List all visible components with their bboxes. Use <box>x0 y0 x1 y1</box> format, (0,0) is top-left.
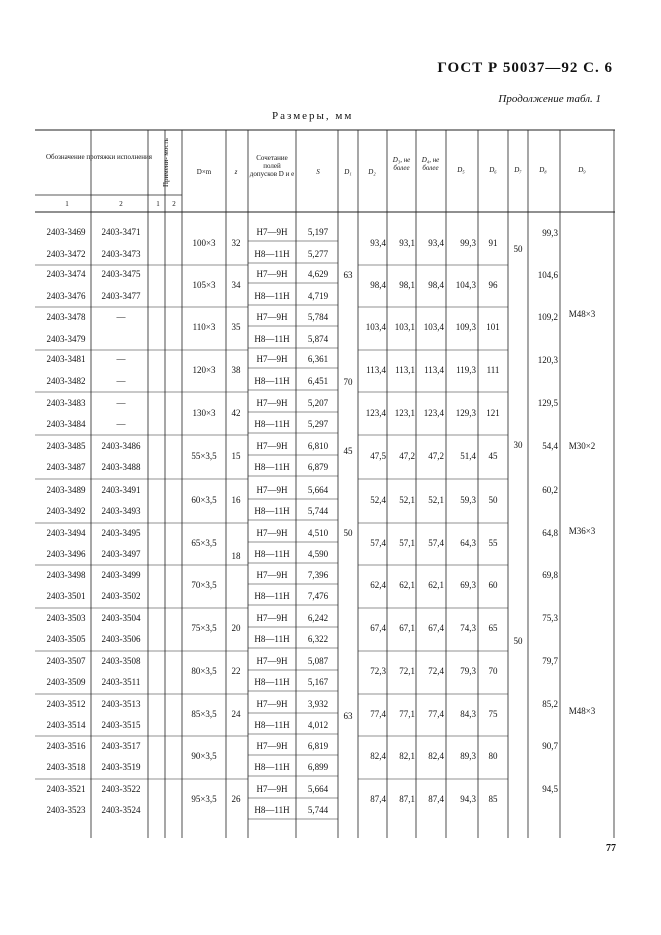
d3-value: 93,1 <box>399 238 415 248</box>
d-by-m: 75×3,5 <box>191 623 217 633</box>
standard-header: ГОСТ Р 50037—92 С. 6 <box>437 60 613 76</box>
s-value: 5,087 <box>307 656 329 666</box>
designation-1: 2403-3498 <box>46 570 86 580</box>
d3-value: 113,1 <box>395 365 415 375</box>
d-by-m: 95×3,5 <box>191 794 217 804</box>
d9-thread: M36×3 <box>568 526 596 536</box>
d-by-m: 80×3,5 <box>191 666 217 676</box>
designation-2: 2403-3486 <box>101 441 141 451</box>
designation-1: 2403-3472 <box>46 249 86 259</box>
s-value: 4,719 <box>307 291 329 301</box>
d5-value: 69,3 <box>460 580 476 590</box>
s-value: 6,879 <box>307 462 329 472</box>
z-value: 22 <box>231 666 241 676</box>
d3-value: 103,1 <box>394 322 415 332</box>
tolerance-fit: H8—11H <box>254 506 290 516</box>
d5-value: 129,3 <box>455 408 476 418</box>
page-number: 77 <box>606 843 616 854</box>
designation-1: 2403-3489 <box>46 485 86 495</box>
col-header-d5: D₅ <box>457 166 465 174</box>
col-header-d3: D₃, не более <box>392 156 411 172</box>
d6-value: 45 <box>488 451 498 461</box>
col-header-d7: D₇ <box>514 166 522 174</box>
d5-value: 94,3 <box>460 794 476 804</box>
tolerance-fit: H8—11H <box>254 249 290 259</box>
d5-value: 59,3 <box>460 495 476 505</box>
d8-value: 85,2 <box>542 699 558 709</box>
tolerance-fit: H7—9H <box>256 741 288 751</box>
d2-value: 93,4 <box>370 238 386 248</box>
tolerance-fit: H7—9H <box>256 784 288 794</box>
d1-value: 70 <box>343 377 353 387</box>
d4-value: 72,4 <box>428 666 444 676</box>
d2-value: 62,4 <box>370 580 386 590</box>
d5-value: 104,3 <box>455 280 476 290</box>
d7-value: 30 <box>513 440 523 450</box>
s-value: 6,899 <box>307 762 329 772</box>
col-header-applicability: Примени- мость <box>162 138 170 187</box>
designation-2: 2403-3477 <box>101 291 141 301</box>
d4-value: 67,4 <box>428 623 444 633</box>
d-by-m: 90×3,5 <box>191 751 217 761</box>
designation-2: 2403-3511 <box>101 677 141 687</box>
d8-value: 90,7 <box>542 741 558 751</box>
designation-2: 2403-3475 <box>101 269 141 279</box>
designation-1: 2403-3509 <box>46 677 86 687</box>
z-value: 26 <box>231 794 241 804</box>
tolerance-fit: H8—11H <box>254 419 290 429</box>
d-by-m: 110×3 <box>192 322 216 332</box>
d8-value: 64,8 <box>542 528 558 538</box>
s-value: 5,277 <box>307 249 329 259</box>
d4-value: 113,4 <box>424 365 444 375</box>
s-value: 4,629 <box>307 269 329 279</box>
col-header-d2: D₂ <box>368 168 376 176</box>
d8-value: 99,3 <box>542 228 558 238</box>
col-header-d6: D₆ <box>489 166 497 174</box>
s-value: 5,167 <box>307 677 329 687</box>
s-value: 6,810 <box>307 441 329 451</box>
z-value: 32 <box>231 238 241 248</box>
z-value: 42 <box>231 408 241 418</box>
z-value: 38 <box>231 365 241 375</box>
d5-value: 84,3 <box>460 709 476 719</box>
d3-value: 72,1 <box>399 666 415 676</box>
designation-1: 2403-3482 <box>46 376 86 386</box>
z-value: 34 <box>231 280 241 290</box>
tolerance-fit: H8—11H <box>254 462 290 472</box>
d6-value: 91 <box>488 238 498 248</box>
designation-2: 2403-3519 <box>101 762 141 772</box>
designation-1: 2403-3518 <box>46 762 86 772</box>
d9-thread: M48×3 <box>568 309 596 319</box>
d1-value: 45 <box>343 446 353 456</box>
d-by-m: 65×3,5 <box>191 538 217 548</box>
col-header-z: z <box>234 168 238 176</box>
d8-value: 94,5 <box>542 784 558 794</box>
d3-value: 67,1 <box>399 623 415 633</box>
d2-value: 77,4 <box>370 709 386 719</box>
d5-value: 99,3 <box>460 238 476 248</box>
d4-value: 87,4 <box>428 794 444 804</box>
d3-value: 52,1 <box>399 495 415 505</box>
designation-1: 2403-3476 <box>46 291 86 301</box>
tolerance-fit: H7—9H <box>256 613 288 623</box>
d4-value: 62,1 <box>428 580 444 590</box>
s-value: 5,297 <box>307 419 329 429</box>
tolerance-fit: H7—9H <box>256 485 288 495</box>
tolerance-fit: H7—9H <box>256 227 288 237</box>
s-value: 4,590 <box>307 549 329 559</box>
col-header-s: S <box>316 168 320 176</box>
d6-value: 96 <box>488 280 498 290</box>
designation-2: — <box>116 419 126 429</box>
d-by-m: 130×3 <box>192 408 216 418</box>
designation-1: 2403-3514 <box>46 720 86 730</box>
d8-value: 120,3 <box>537 355 558 365</box>
d1-value: 63 <box>343 711 353 721</box>
d4-value: 82,4 <box>428 751 444 761</box>
d2-value: 123,4 <box>365 408 386 418</box>
s-value: 6,322 <box>307 634 329 644</box>
s-value: 7,396 <box>307 570 329 580</box>
d8-value: 54,4 <box>542 441 558 451</box>
designation-1: 2403-3478 <box>46 312 86 322</box>
tolerance-fit: H8—11H <box>254 376 290 386</box>
tolerance-fit: H8—11H <box>254 334 290 344</box>
d2-value: 98,4 <box>370 280 386 290</box>
d4-value: 123,4 <box>423 408 444 418</box>
d3-value: 47,2 <box>399 451 415 461</box>
tolerance-fit: H7—9H <box>256 312 288 322</box>
s-value: 5,207 <box>307 398 329 408</box>
s-value: 4,012 <box>307 720 329 730</box>
s-value: 5,664 <box>307 485 329 495</box>
designation-1: 2403-3494 <box>46 528 86 538</box>
tolerance-fit: H7—9H <box>256 441 288 451</box>
continuation-label: Продолжение табл. 1 <box>498 93 601 105</box>
d7-value: 50 <box>513 244 523 254</box>
designation-2: 2403-3524 <box>101 805 141 815</box>
d5-value: 51,4 <box>460 451 476 461</box>
tolerance-fit: H7—9H <box>256 528 288 538</box>
d-by-m: 85×3,5 <box>191 709 217 719</box>
s-value: 6,361 <box>307 354 329 364</box>
designation-1: 2403-3503 <box>46 613 86 623</box>
tolerance-fit: H8—11H <box>254 549 290 559</box>
z-value: 16 <box>231 495 241 505</box>
tolerance-fit: H7—9H <box>256 354 288 364</box>
col-header-d9: D₉ <box>578 166 586 174</box>
designation-2: 2403-3502 <box>101 591 141 601</box>
tolerance-fit: H7—9H <box>256 269 288 279</box>
d5-value: 79,3 <box>460 666 476 676</box>
designation-1: 2403-3487 <box>46 462 86 472</box>
designation-2: 2403-3495 <box>101 528 141 538</box>
designation-2: 2403-3473 <box>101 249 141 259</box>
designation-1: 2403-3469 <box>46 227 86 237</box>
designation-2: 2403-3506 <box>101 634 141 644</box>
d6-value: 55 <box>488 538 498 548</box>
z-value-18: 18 <box>231 551 241 561</box>
d2-value: 57,4 <box>370 538 386 548</box>
tolerance-fit: H7—9H <box>256 699 288 709</box>
d2-value: 52,4 <box>370 495 386 505</box>
designation-2: 2403-3508 <box>101 656 141 666</box>
d-by-m: 120×3 <box>192 365 216 375</box>
designation-1: 2403-3492 <box>46 506 86 516</box>
tolerance-fit: H8—11H <box>254 762 290 772</box>
d4-value: 57,4 <box>428 538 444 548</box>
designation-1: 2403-3501 <box>46 591 86 601</box>
tolerance-fit: H8—11H <box>254 805 290 815</box>
d4-value: 47,2 <box>428 451 444 461</box>
d6-value: 80 <box>488 751 498 761</box>
designation-2: 2403-3504 <box>101 613 141 623</box>
tolerance-fit: H8—11H <box>254 720 290 730</box>
designation-1: 2403-3516 <box>46 741 86 751</box>
d6-value: 50 <box>488 495 498 505</box>
d2-value: 103,4 <box>365 322 386 332</box>
s-value: 6,242 <box>307 613 329 623</box>
d5-value: 64,3 <box>460 538 476 548</box>
s-value: 5,874 <box>307 334 329 344</box>
d8-value: 60,2 <box>542 485 558 495</box>
subheader-2: 2 <box>119 200 123 208</box>
s-value: 7,476 <box>307 591 329 601</box>
d3-value: 77,1 <box>399 709 415 719</box>
d6-value: 70 <box>488 666 498 676</box>
subheader-1: 1 <box>65 200 69 208</box>
col-header-dm: D×m <box>196 168 212 176</box>
d8-value: 69,8 <box>542 570 558 580</box>
designation-2: 2403-3522 <box>101 784 141 794</box>
s-value: 4,510 <box>307 528 329 538</box>
col-header-tolerance: Сочетание полей допусков D и e <box>249 154 295 178</box>
designation-2: — <box>116 398 126 408</box>
d4-value: 93,4 <box>428 238 444 248</box>
s-value: 5,664 <box>307 784 329 794</box>
d8-value: 104,6 <box>537 270 558 280</box>
d2-value: 72,3 <box>370 666 386 676</box>
s-value: 5,197 <box>307 227 329 237</box>
d1-value: 50 <box>343 528 353 538</box>
d2-value: 113,4 <box>366 365 386 375</box>
d5-value: 74,3 <box>460 623 476 633</box>
d6-value: 65 <box>488 623 498 633</box>
d9-thread: M30×2 <box>568 441 596 451</box>
designation-1: 2403-3512 <box>46 699 86 709</box>
z-value: 20 <box>231 623 241 633</box>
sizes-label: Размеры, мм <box>272 110 354 122</box>
d2-value: 87,4 <box>370 794 386 804</box>
d-by-m: 100×3 <box>192 238 216 248</box>
subheader-applicability-2: 2 <box>172 200 176 208</box>
designation-1: 2403-3485 <box>46 441 86 451</box>
designation-2: — <box>116 354 126 364</box>
designation-2: — <box>116 312 126 322</box>
designation-2: 2403-3515 <box>101 720 141 730</box>
d6-value: 75 <box>488 709 498 719</box>
d-by-m: 105×3 <box>192 280 216 290</box>
designation-1: 2403-3481 <box>46 354 86 364</box>
designation-1: 2403-3507 <box>46 656 86 666</box>
d-by-m: 70×3,5 <box>191 580 217 590</box>
d2-value: 67,4 <box>370 623 386 633</box>
d3-value: 82,1 <box>399 751 415 761</box>
d8-value: 109,2 <box>537 312 558 322</box>
z-value: 35 <box>231 322 241 332</box>
d3-value: 62,1 <box>399 580 415 590</box>
tolerance-fit: H8—11H <box>254 677 290 687</box>
d8-value: 79,7 <box>542 656 558 666</box>
d6-value: 85 <box>488 794 498 804</box>
d4-value: 103,4 <box>423 322 444 332</box>
d7-value: 50 <box>513 636 523 646</box>
designation-1: 2403-3483 <box>46 398 86 408</box>
d3-value: 98,1 <box>399 280 415 290</box>
tolerance-fit: H7—9H <box>256 398 288 408</box>
d4-value: 98,4 <box>428 280 444 290</box>
d1-value: 63 <box>343 270 353 280</box>
designation-2: 2403-3497 <box>101 549 141 559</box>
s-value: 3,932 <box>307 699 329 709</box>
d2-value: 47,5 <box>370 451 386 461</box>
s-value: 5,744 <box>307 506 329 516</box>
s-value: 5,744 <box>307 805 329 815</box>
designation-1: 2403-3474 <box>46 269 86 279</box>
d5-value: 89,3 <box>460 751 476 761</box>
d6-value: 111 <box>486 365 500 375</box>
d4-value: 52,1 <box>428 495 444 505</box>
designation-2: — <box>116 376 126 386</box>
designation-2: 2403-3513 <box>101 699 141 709</box>
designation-2: 2403-3493 <box>101 506 141 516</box>
d6-value: 101 <box>486 322 500 332</box>
d-by-m: 55×3,5 <box>191 451 217 461</box>
d5-value: 119,3 <box>456 365 476 375</box>
tolerance-fit: H7—9H <box>256 570 288 580</box>
z-value: 24 <box>231 709 241 719</box>
d4-value: 77,4 <box>428 709 444 719</box>
col-header-designation: Обозначение протяжки исполнения <box>45 153 153 161</box>
s-value: 6,819 <box>307 741 329 751</box>
d9-thread: M48×3 <box>568 706 596 716</box>
s-value: 5,784 <box>307 312 329 322</box>
subheader-applicability-1: 1 <box>156 200 160 208</box>
d3-value: 123,1 <box>394 408 415 418</box>
designation-2: 2403-3517 <box>101 741 141 751</box>
designation-1: 2403-3523 <box>46 805 86 815</box>
d3-value: 87,1 <box>399 794 415 804</box>
designation-2: 2403-3491 <box>101 485 141 495</box>
tolerance-fit: H8—11H <box>254 591 290 601</box>
designation-1: 2403-3505 <box>46 634 86 644</box>
designation-1: 2403-3496 <box>46 549 86 559</box>
d-by-m: 60×3,5 <box>191 495 217 505</box>
col-header-d8: D₈ <box>539 166 547 174</box>
designation-1: 2403-3479 <box>46 334 86 344</box>
d5-value: 109,3 <box>455 322 476 332</box>
z-value: 15 <box>231 451 241 461</box>
designation-2: 2403-3471 <box>101 227 141 237</box>
designation-1: 2403-3521 <box>46 784 86 794</box>
s-value: 6,451 <box>307 376 329 386</box>
col-header-d1: D₁ <box>344 168 352 176</box>
designation-1: 2403-3484 <box>46 419 86 429</box>
d3-value: 57,1 <box>399 538 415 548</box>
d8-value: 129,5 <box>537 398 558 408</box>
col-header-d4: D₄, не более <box>421 156 440 172</box>
designation-2: 2403-3488 <box>101 462 141 472</box>
d6-value: 60 <box>488 580 498 590</box>
d2-value: 82,4 <box>370 751 386 761</box>
d6-value: 121 <box>486 408 500 418</box>
tolerance-fit: H7—9H <box>256 656 288 666</box>
d8-value: 75,3 <box>542 613 558 623</box>
tolerance-fit: H8—11H <box>254 291 290 301</box>
tolerance-fit: H8—11H <box>254 634 290 644</box>
designation-2: 2403-3499 <box>101 570 141 580</box>
